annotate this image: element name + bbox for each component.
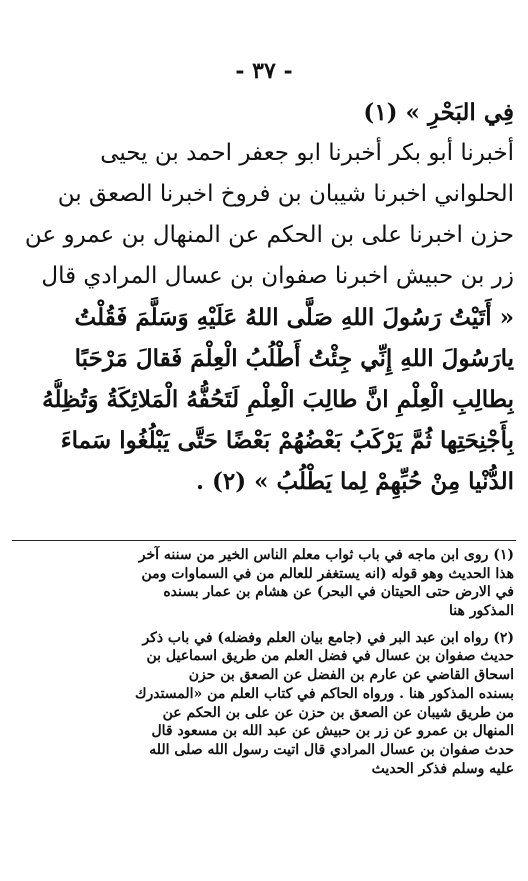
hadith-line: بِأَجْنِحَتِها ثُمَّ يَرْكَبُ بَعْضُهُمْ بَعْضًا حَتَّى يَبْلُغُوا سَماءَ (60, 427, 514, 454)
section-heading: فِي البَحْرِ » (١) (363, 99, 514, 126)
footnote-line: (٢) رواه ابن عبد البر في (جامع بيان العلم وفضله) في باب ذكر (142, 629, 514, 646)
footnote-line: هذا الحديث وهو قوله (انه يستغفر للعالم من في السماوات ومن (141, 565, 514, 582)
hadith-line: بِطالِبِ الْعِلْمِ انَّ طالِبَ الْعِلْمِ لَتَحُفُّهُ الْمَلائِكَةُ وَتُظِلُّهُ (42, 386, 514, 413)
footnote-line: من طريق شيبان عن الصعق بن حزن عن على بن الحكم عن (162, 704, 514, 721)
footnote-line: في الارض حتى الحيتان في البحر) عن هشام بن عمار بسنده (163, 584, 514, 601)
page-number: - ٣٧ - (235, 58, 293, 84)
footnote-line: حدث صفوان بن عسال المرادي قال اتيت رسول الله صلى الله (149, 741, 514, 758)
footnote-line: المنهال بن عمرو عن زر بن حبيش عن عبد الله بن مسعود قال (151, 723, 514, 740)
text-line: الحلواني اخبرنا شيبان بن فروخ اخبرنا الصعق بن (57, 181, 514, 207)
footnote-line: بسنده المذكور هنا . ورواه الحاكم في كتاب العلم من «المستدرك (134, 685, 514, 702)
footnote-line: حديث صفوان بن عسال في فضل العلم من طريق اسماعيل بن (146, 648, 514, 665)
footnote-2 (14, 629, 514, 779)
footnote-line: (١) روى ابن ماجه في باب ثواب معلم الناس الخير من سننه آخر (138, 547, 514, 563)
hadith-line: « أَتَيْتُ رَسُولَ اللهِ صَلَّى اللهُ عَلَيْهِ وَسَلَّمَ فَقُلْتُ (74, 304, 514, 331)
footnote-separator (12, 540, 516, 541)
text-line: أخبرنا أبو بكر أخبرنا ابو جعفر احمد بن يحيى (100, 140, 514, 166)
footnote-line: المذكور هنا (448, 603, 514, 620)
footnotes (14, 546, 514, 778)
text-line: حزن اخبرنا على بن الحكم عن المنهال بن عمرو عن (24, 222, 514, 248)
footnote-line: اسحاق القاضي عن عارم بن الفضل عن الصعق بن حزن (188, 667, 514, 684)
main-text (14, 92, 514, 502)
hadith-line: يارَسُولَ اللهِ إِنِّي جِئْتُ أَطْلُبُ الْعِلْمَ فَقالَ مَرْحَبًا (74, 345, 514, 372)
text-line: زر بن حبيش اخبرنا صفوان بن عسال المرادي قال (41, 263, 514, 289)
footnote-1 (14, 546, 514, 621)
hadith-line: الدُّنْيا مِنْ حُبِّهِمْ لِما يَطْلُبُ » (٢) . (195, 468, 514, 495)
footnote-line: عليه وسلم فذكر الحديث (371, 760, 514, 777)
